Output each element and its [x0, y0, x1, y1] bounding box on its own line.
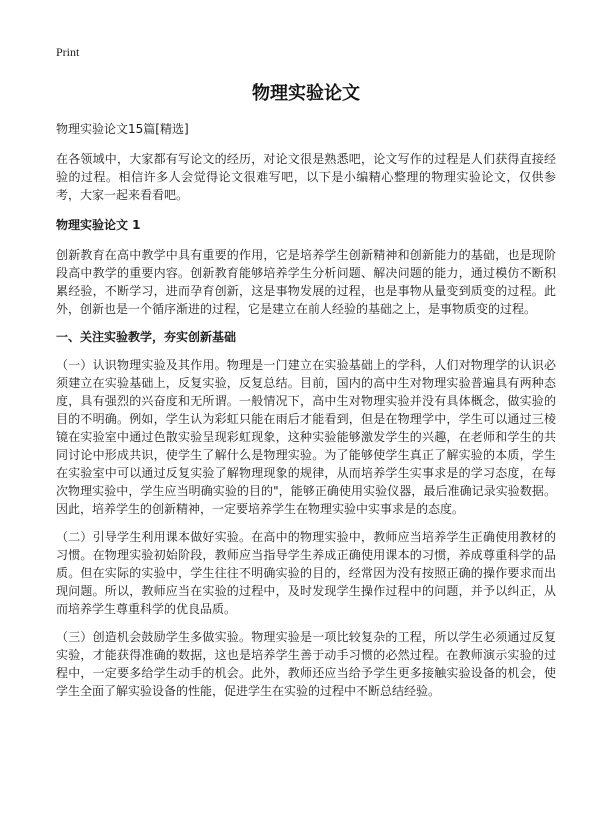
intro-paragraph: 在各领域中，大家都有写论文的经历，对论文很是熟悉吧，论文写作的过程是人们获得直接经验的过程。相信许多人会觉得论文很难写吧，以下是小编精心整理的物理实验论文，仅供参考，大家一起来看看吧。 [56, 152, 556, 202]
paragraph-encourage-practice: （三）创造机会鼓励学生多做实验。物理实验是一项比较复杂的工程，所以学生必须通过反复实验，才能获得准确的数据，这也是培养学生善于动手习惯的必然过程。在教师演示实验的过程中，一定要多给学生动手的机会。此外，教师还应当给予学生更多接触实验设备的机会，使学生全面了解实验设备的性能，促进学生在实验的过程中不断总结经验。 [56, 630, 556, 698]
print-label[interactable]: Print [56, 45, 80, 59]
subsection-heading: 一、关注实验教学，夯实创新基础 [56, 330, 237, 344]
section-paragraph: 创新教育在高中教学中具有重要的作用，它是培养学生创新精神和创新能力的基础，也是现阶段高中教学的重要内容。创新教育能够培养学生分析问题、解决问题的能力，通过模仿不断积累经验，不断学习，进而孕育创新，这是事物发展的过程，也是事物从量变到质变的过程。此外，创新也是一个循序渐进的过程，它是建立在前人经验的基础之上，是事物质变的过程。 [56, 248, 556, 316]
section-heading: 物理实验论文 1 [56, 218, 141, 232]
paragraph-use-textbook: （二）引导学生利用课本做好实验。在高中的物理实验中，教师应当培养学生正确使用教材的习惯。在物理实验初始阶段，教师应当指导学生养成正确使用课本的习惯，养成尊重科学的品质。但在实际的实验中，学生往往不明确实验的目的，经常因为没有按照正确的操作要求而出现问题。所以，教师应当在实验的过程中，及时发现学生操作过程中的问题，并予以纠正，从而培养学生尊重科学的优良品质。 [56, 530, 556, 616]
document-title: 物理实验论文 [252, 83, 360, 104]
paragraph-recognize-experiments: （一）认识物理实验及其作用。物理是一门建立在实验基础上的学科，人们对物理学的认识必须建立在实验基础上，反复实验，反复总结。目前，国内的高中生对物理实验普遍具有两种态度，具有强烈的兴奋度和无所谓。一般情况下，高中生对物理实验并没有具体概念，做实验的目的不明确。例如，学生认为彩虹只能在雨后才能看到，但是在物理学中，学生可以通过三棱镜在实验室中通过色散实验呈现彩虹现象，这种实验能够激发学生的兴趣，在老师和学生的共同讨论中形成共识，使学生了解什么是物理实验。为了能够使学生真正了解实验的本质，学生在实验室中可以通过反复实验了解物理现象的规律，从而培养学生实事求是的学习态度，在每次物理实验中，学生应当明确实验的目的"，能够正确使用实验仪器，最后准确记录实验数据。因此，培养学生的创新精神，一定要培养学生在物理实验中实事求是的态度。 [56, 358, 556, 516]
document-subtitle: 物理实验论文15篇[精选] [56, 122, 189, 136]
